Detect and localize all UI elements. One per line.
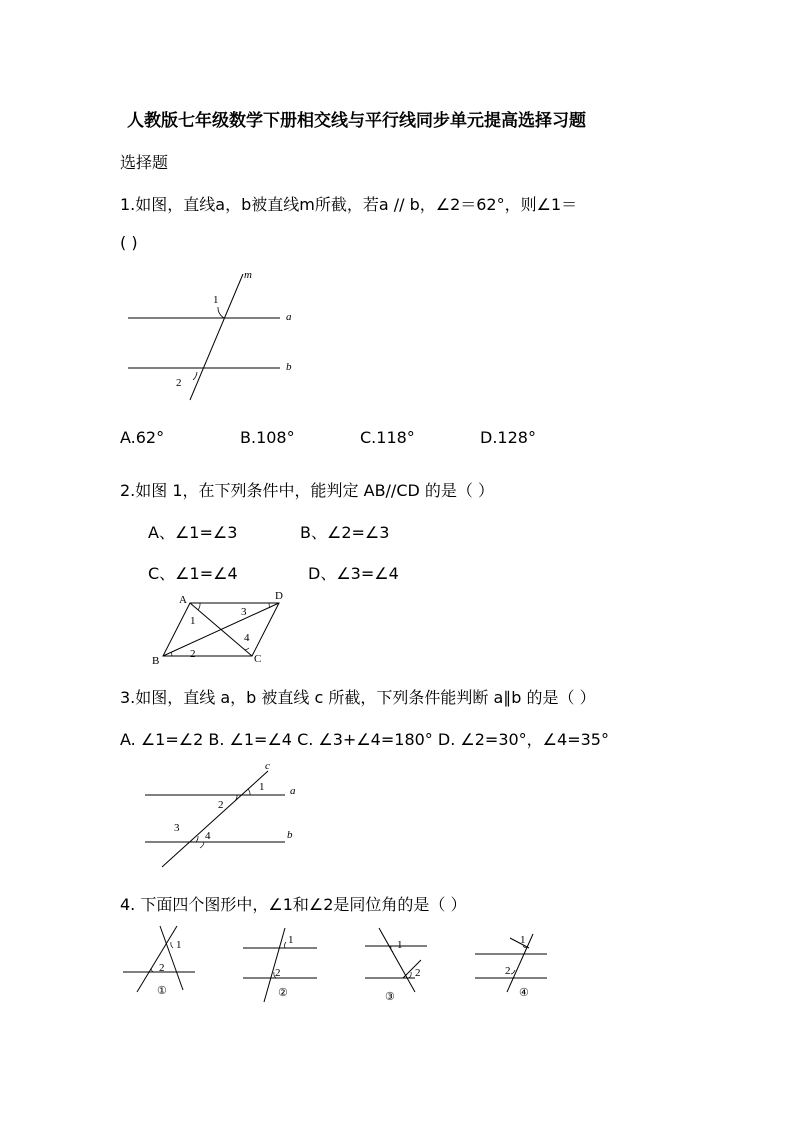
q2-label-1: 1 bbox=[190, 615, 196, 627]
q1-blank: ( ) bbox=[120, 233, 138, 252]
q2-label-2: 2 bbox=[190, 648, 196, 660]
q4-f2-arc-1 bbox=[285, 942, 286, 948]
q2-arc-2 bbox=[171, 652, 172, 656]
q3-options: A. ∠1=∠2 B. ∠1=∠4 C. ∠3+∠4=180° D. ∠2=30°，∠4=35° bbox=[120, 730, 609, 749]
q4-f4-label-1: 1 bbox=[520, 934, 526, 946]
q2-label-B: B bbox=[152, 655, 160, 667]
q4-f2-label-2: 2 bbox=[275, 967, 281, 979]
q1-label-2: 2 bbox=[176, 377, 182, 389]
q1-text: 1.如图，直线a，b被直线m所截，若a // b，∠2＝62°，则∠1＝ bbox=[120, 195, 578, 214]
q2-option-b: B、∠2=∠3 bbox=[300, 523, 390, 542]
q4-f1-label-1: 1 bbox=[176, 939, 182, 951]
q3-label-a: a bbox=[290, 785, 296, 797]
q1-option-b: B.108° bbox=[240, 428, 295, 447]
q4-figures bbox=[115, 922, 555, 1012]
q2-label-4: 4 bbox=[244, 632, 250, 644]
q2-option-a: A、∠1=∠3 bbox=[148, 523, 238, 542]
q4-f3-transversal bbox=[379, 928, 415, 992]
q2-label-A: A bbox=[179, 594, 187, 606]
q1-figure bbox=[120, 262, 310, 402]
q3-label-b: b bbox=[287, 829, 293, 841]
q1-option-a: A.62° bbox=[120, 428, 165, 447]
q4-f3-label-1: 1 bbox=[397, 939, 403, 951]
q4-f3-number: ③ bbox=[385, 991, 395, 1003]
q3-figure bbox=[140, 757, 330, 872]
q4-figure-1 bbox=[123, 926, 195, 997]
q2-diagonal-bd bbox=[163, 603, 279, 656]
q2-arc-1 bbox=[198, 603, 200, 610]
q4-f3-label-2: 2 bbox=[415, 967, 421, 979]
q4-f3-arc-1 bbox=[391, 946, 393, 952]
q4-f1-arc-1 bbox=[171, 942, 173, 948]
q3-arc-2 bbox=[235, 795, 237, 801]
q4-f2-number: ② bbox=[278, 987, 288, 999]
q4-f4-number: ④ bbox=[519, 987, 529, 999]
q4-figure-4 bbox=[475, 934, 547, 999]
q4-text: 4. 下面四个图形中，∠1和∠2是同位角的是（ ） bbox=[120, 895, 467, 914]
q3-label-2: 2 bbox=[218, 799, 224, 811]
q3-line-c bbox=[162, 771, 268, 867]
q2-figure bbox=[145, 588, 295, 668]
page-title: 人教版七年级数学下册相交线与平行线同步单元提高选择习题 bbox=[127, 111, 586, 131]
q1-option-d: D.128° bbox=[480, 428, 536, 447]
q3-label-4: 4 bbox=[205, 830, 211, 842]
q1-label-b: b bbox=[286, 361, 292, 373]
q1-angle1-arc bbox=[218, 307, 224, 318]
q4-figure-3 bbox=[365, 928, 427, 1003]
q4-f1-arc-2 bbox=[151, 968, 153, 972]
q4-f2-label-1: 1 bbox=[288, 934, 294, 946]
q3-arc-1 bbox=[248, 789, 250, 795]
q2-option-d: D、∠3=∠4 bbox=[308, 564, 399, 583]
q1-label-1: 1 bbox=[213, 294, 219, 306]
q3-arc-4 bbox=[200, 842, 204, 848]
q4-f3-arc-2 bbox=[409, 972, 411, 978]
q2-arc-4 bbox=[245, 648, 249, 650]
q2-label-C: C bbox=[254, 653, 262, 665]
section-heading: 选择题 bbox=[120, 153, 169, 172]
q1-angle2-arc bbox=[193, 372, 197, 380]
q2-text: 2.如图 1，在下列条件中，能判定 AB//CD 的是（ ） bbox=[120, 481, 494, 500]
q1-option-c: C.118° bbox=[360, 428, 415, 447]
q2-label-3: 3 bbox=[241, 606, 247, 618]
q4-f4-label-2: 2 bbox=[505, 965, 511, 977]
q1-label-a: a bbox=[286, 311, 292, 323]
q3-label-1: 1 bbox=[259, 781, 265, 793]
q2-label-D: D bbox=[275, 590, 283, 602]
q4-f4-arc-2 bbox=[511, 970, 515, 974]
q4-f1-number: ① bbox=[157, 985, 167, 997]
q4-f1-line-2 bbox=[137, 926, 177, 992]
q2-option-c: C、∠1=∠4 bbox=[148, 564, 238, 583]
q3-text: 3.如图，直线 a，b 被直线 c 所截，下列条件能判断 a∥b 的是（ ） bbox=[120, 688, 596, 707]
q4-figure-2 bbox=[243, 928, 317, 1002]
q1-label-m: m bbox=[244, 269, 252, 281]
q3-arc-3 bbox=[196, 836, 198, 842]
q4-f1-label-2: 2 bbox=[159, 962, 165, 974]
q1-line-m bbox=[190, 274, 243, 400]
q3-label-3: 3 bbox=[174, 822, 180, 834]
q3-label-c: c bbox=[265, 760, 270, 772]
